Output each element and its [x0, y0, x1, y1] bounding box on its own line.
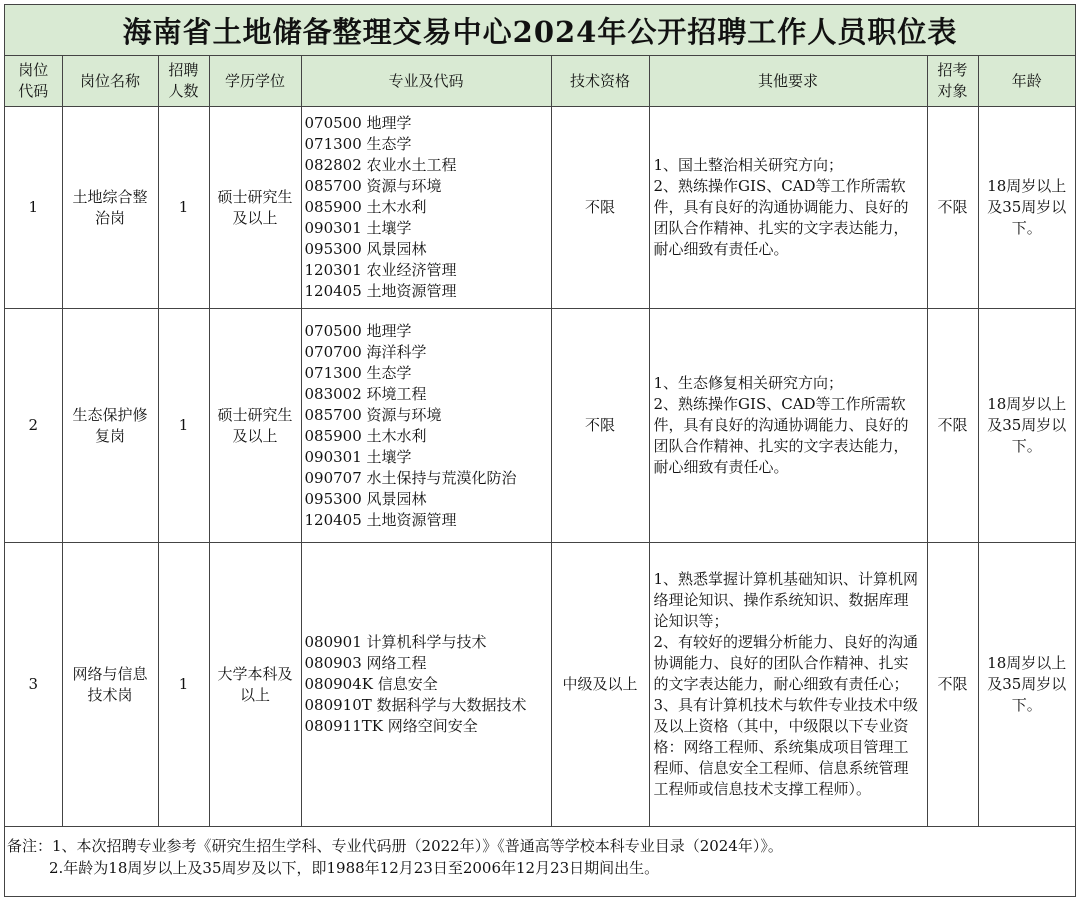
table-row: [5, 107, 1075, 309]
cell-target: 不限: [927, 309, 978, 543]
header-count: 招聘人数: [158, 56, 209, 107]
cell-majors: [301, 107, 551, 309]
major-item: 085700 资源与环境: [304, 405, 442, 424]
cell-target: 不限: [927, 543, 978, 827]
cell-code: 3: [5, 543, 62, 827]
position-table: [5, 56, 1075, 827]
cell-name: 生态保护修复岗: [62, 309, 158, 543]
cell-majors: [301, 543, 551, 827]
major-item: 120301 农业经济管理: [304, 261, 457, 279]
major-item: 095300 风景园林: [304, 489, 427, 508]
header-name: 岗位名称: [62, 56, 158, 107]
note-line-1: 备注：1、本次招聘专业参考《研究生招生学科、专业代码册（2022年）》《普通高等学校本科专业目录（2024年）》。: [7, 837, 783, 855]
major-item: 080903 网络工程: [304, 654, 427, 672]
major-item: 090301 土壤学: [304, 219, 412, 237]
cell-req: [649, 107, 927, 309]
major-item: 070500 地理学: [304, 321, 412, 340]
cell-req: [649, 543, 927, 827]
cell-name: 网络与信息技术岗: [62, 543, 158, 827]
cell-count: 1: [158, 543, 209, 827]
cell-code: 2: [5, 309, 62, 543]
req-item: 1、熟悉掌握计算机基础知识、计算机网络理论知识、操作系统知识、数据库理论知识等；: [653, 570, 919, 630]
major-item: 082802 农业水土工程: [304, 156, 457, 174]
major-item: 071300 生态学: [304, 135, 412, 153]
major-item: 120405 土地资源管理: [304, 510, 457, 529]
note-line-2: 2.年龄为18周岁以上及35周岁及以下，即1988年12月23日至2006年12月23日期间出生。: [49, 859, 660, 877]
req-item: 2、熟练操作GIS、CAD等工作所需软件，具有良好的沟通协调能力、良好的团队合作精神、扎实的文字表达能力，耐心细致有责任心。: [653, 395, 909, 476]
major-item: 070500 地理学: [304, 114, 412, 132]
cell-tech: 不限: [551, 107, 649, 309]
cell-age: 18周岁以上及35周岁以下。: [978, 309, 1075, 543]
major-item: 085900 土木水利: [304, 198, 427, 216]
header-req: 其他要求: [649, 56, 927, 107]
major-item: 085700 资源与环境: [304, 177, 442, 195]
position-table-document: [4, 4, 1076, 897]
cell-age: 18周岁以上及35周岁以下。: [978, 107, 1075, 309]
major-item: 083002 环境工程: [304, 384, 427, 403]
major-item: 080910T 数据科学与大数据技术: [304, 696, 527, 714]
req-item: 1、生态修复相关研究方向；: [653, 374, 844, 392]
cell-age: 18周岁以上及35周岁以下。: [978, 543, 1075, 827]
cell-edu: 大学本科及以上: [209, 543, 301, 827]
major-item: 080904K 信息安全: [304, 675, 438, 693]
major-item: 090707 水土保持与荒漠化防治: [304, 468, 517, 487]
major-item: 090301 土壤学: [304, 447, 412, 466]
major-item: 071300 生态学: [304, 363, 412, 382]
req-item: 1、国土整治相关研究方向；: [653, 156, 844, 174]
cell-edu: 硕士研究生及以上: [209, 309, 301, 543]
table-row: [5, 309, 1075, 543]
cell-majors: [301, 309, 551, 543]
cell-name: 土地综合整治岗: [62, 107, 158, 309]
table-row: [5, 543, 1075, 827]
cell-edu: 硕士研究生及以上: [209, 107, 301, 309]
cell-target: 不限: [927, 107, 978, 309]
major-item: 085900 土木水利: [304, 426, 427, 445]
header-age: 年龄: [978, 56, 1075, 107]
major-item: 080901 计算机科学与技术: [304, 633, 487, 651]
cell-count: 1: [158, 107, 209, 309]
major-item: 120405 土地资源管理: [304, 282, 457, 300]
cell-code: 1: [5, 107, 62, 309]
req-item: 2、有较好的逻辑分析能力、良好的沟通协调能力、良好的团队合作精神、扎实的文字表达能力，耐心细致有责任心；: [653, 633, 919, 693]
cell-tech: 中级及以上: [551, 543, 649, 827]
header-code: 岗位代码: [5, 56, 62, 107]
major-item: 080911TK 网络空间安全: [304, 717, 478, 735]
req-item: 2、熟练操作GIS、CAD等工作所需软件，具有良好的沟通协调能力、良好的团队合作精神、扎实的文字表达能力，耐心细致有责任心。: [653, 177, 909, 258]
header-major: 专业及代码: [301, 56, 551, 107]
notes: [5, 827, 1075, 881]
cell-count: 1: [158, 309, 209, 543]
header-edu: 学历学位: [209, 56, 301, 107]
header-target: 招考对象: [927, 56, 978, 107]
major-item: 095300 风景园林: [304, 240, 427, 258]
req-item: 3、具有计算机技术与软件专业技术中级及以上资格（其中，中级限以下专业资格：网络工程师、系统集成项目管理工程师、信息安全工程师、信息系统管理工程师或信息技术支撑工程师）。: [653, 696, 919, 798]
header-tech: 技术资格: [551, 56, 649, 107]
page-title: 海南省土地储备整理交易中心2024年公开招聘工作人员职位表: [5, 5, 1075, 56]
header-row: [5, 56, 1075, 107]
cell-req: [649, 309, 927, 543]
major-item: 070700 海洋科学: [304, 342, 427, 361]
cell-tech: 不限: [551, 309, 649, 543]
